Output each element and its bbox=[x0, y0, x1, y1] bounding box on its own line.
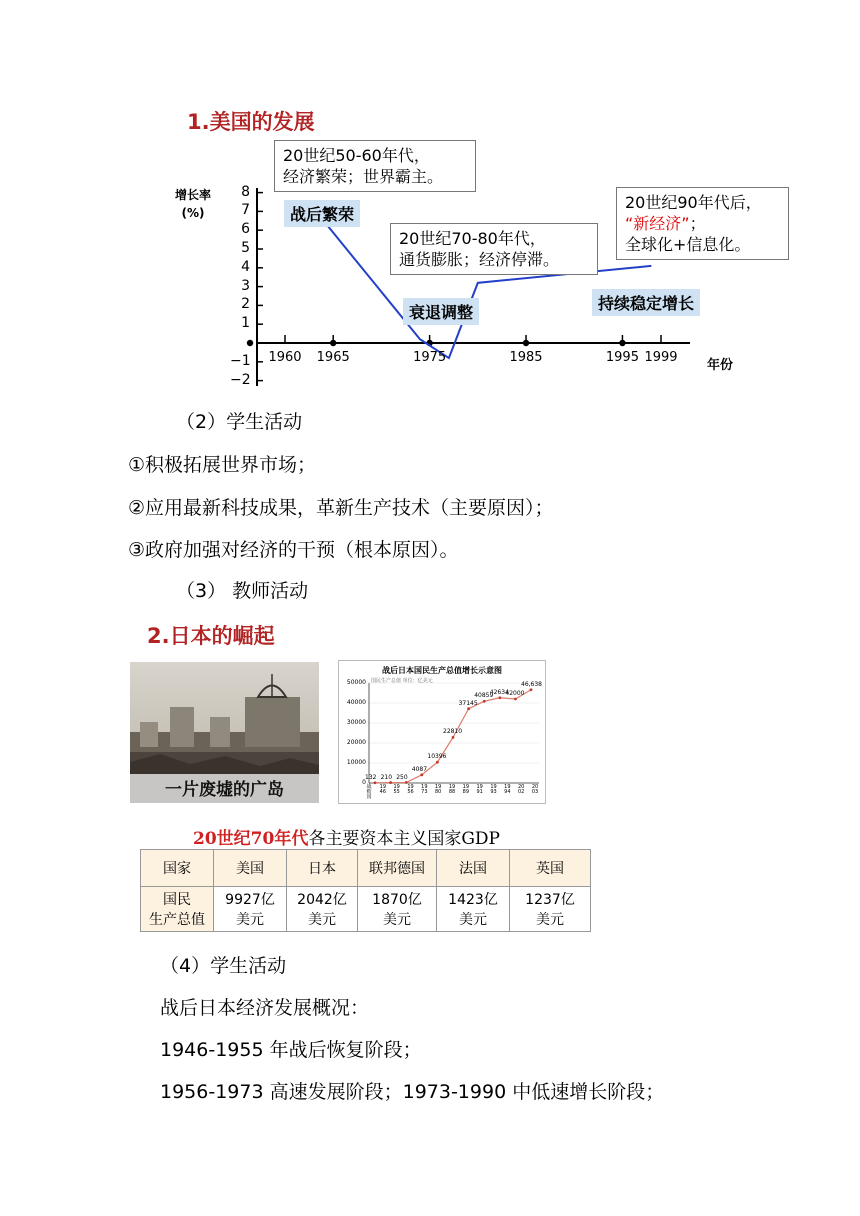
gnp-value-label: 42000 bbox=[505, 690, 525, 697]
gnp-y-tick-label: 0 bbox=[362, 779, 366, 786]
gnp-x-tick-label: 1993 bbox=[490, 784, 497, 795]
x-axis-label: 年份 bbox=[707, 358, 734, 373]
gnp-x-tick-label: 1973 bbox=[421, 784, 428, 795]
gdp-table bbox=[140, 849, 591, 932]
x-tick-label: 1995 bbox=[605, 350, 639, 365]
gnp-y-tick-label: 50000 bbox=[346, 679, 366, 686]
gnp-point bbox=[452, 736, 455, 739]
gdp-table-value-row bbox=[141, 887, 591, 932]
x-tick-label: 1999 bbox=[644, 350, 678, 365]
activity2-item-1: ①积极拓展世界市场； bbox=[128, 454, 317, 476]
gnp-value-label: 132 bbox=[365, 773, 377, 781]
x-tick-label: 1985 bbox=[509, 350, 543, 365]
y-tick-label: 7 bbox=[241, 202, 250, 219]
y-tick-label: 4 bbox=[241, 258, 250, 275]
gdp-header-usa: 美国 bbox=[214, 850, 287, 887]
gdp-value-japan-unit: 美元 bbox=[308, 912, 336, 928]
gnp-value-label: 210 bbox=[380, 773, 393, 781]
gnp-value-label: 4087 bbox=[411, 765, 428, 773]
gnp-point bbox=[498, 696, 501, 699]
activity4-line-3: 1956-1973 高速发展阶段；1973-1990 中低速增长阶段； bbox=[160, 1081, 665, 1103]
gnp-x-tick-label: 2003 bbox=[531, 784, 539, 795]
x-tick-label: 1960 bbox=[268, 350, 302, 365]
annotation-2-line2: 通货膨胀；经济停滞。 bbox=[399, 250, 560, 269]
y-tick-label: 5 bbox=[241, 240, 250, 256]
activity3-heading: （3） 教师活动 bbox=[176, 580, 309, 602]
gdp-header-japan: 日本 bbox=[287, 850, 358, 887]
annotation-3-new-economy: “新经济” bbox=[625, 214, 690, 233]
section-title-usa: 1.美国的发展 bbox=[187, 110, 315, 134]
gdp-value-west-germany bbox=[358, 887, 437, 932]
gnp-x-tick-label: 1946 bbox=[379, 784, 387, 795]
annotation-box-1970s bbox=[390, 223, 598, 275]
gdp-header-france: 法国 bbox=[437, 850, 510, 887]
gnp-value-label: 22810 bbox=[443, 728, 463, 736]
activity2-item-2: ②应用最新科技成果，革新生产技术（主要原因）； bbox=[128, 497, 554, 519]
activity2-heading: （2）学生活动 bbox=[176, 411, 303, 433]
gnp-point bbox=[514, 698, 517, 701]
gnp-value-label: 46,638 bbox=[521, 680, 542, 688]
annotation-1-line2: 经济繁荣；世界霸主。 bbox=[283, 167, 444, 186]
gdp-value-france-num: 1423亿 bbox=[448, 892, 498, 908]
usa-growth-chart bbox=[175, 130, 800, 400]
gnp-chart-title: 战后日本国民生产总值增长示意图 bbox=[382, 666, 502, 675]
gnp-chart-svg bbox=[339, 661, 545, 803]
gdp-value-usa bbox=[214, 887, 287, 932]
x-tick-label: 1975 bbox=[413, 350, 447, 365]
gnp-y-tick-label: 20000 bbox=[346, 739, 366, 746]
gdp-header-country: 国家 bbox=[141, 850, 214, 887]
gdp-row-label-line1: 国民 bbox=[163, 892, 191, 908]
gdp-header-west-germany: 联邦德国 bbox=[358, 850, 437, 887]
gdp-value-uk-unit: 美元 bbox=[536, 912, 564, 928]
gdp-value-france bbox=[437, 887, 510, 932]
gnp-y-tick-label: 30000 bbox=[346, 719, 366, 726]
x-tick-label: 1965 bbox=[316, 350, 350, 365]
gdp-value-japan-num: 2042亿 bbox=[297, 892, 347, 908]
gnp-point bbox=[483, 700, 486, 703]
gdp-caption-text: 各主要资本主义国家GDP bbox=[308, 829, 500, 849]
gnp-value-label: 37145 bbox=[458, 699, 478, 707]
gnp-x-tick-label: 1955 bbox=[393, 784, 400, 795]
annotation-box-1950s bbox=[274, 140, 476, 192]
gnp-point bbox=[530, 688, 533, 691]
gnp-point bbox=[420, 773, 423, 776]
y-tick-label: 1 bbox=[241, 315, 250, 332]
gnp-point bbox=[374, 781, 377, 784]
gnp-value-label: 250 bbox=[396, 773, 408, 781]
gdp-value-west-germany-unit: 美元 bbox=[383, 912, 411, 928]
tag-steady-growth: 持续稳定增长 bbox=[592, 289, 700, 316]
gnp-x-tick-label: 战败国 bbox=[366, 784, 372, 800]
gnp-value-label: 40859 bbox=[474, 692, 494, 700]
gnp-x-tick-label: 2002 bbox=[517, 784, 525, 795]
gdp-value-uk-num: 1237亿 bbox=[525, 892, 575, 908]
gnp-point bbox=[436, 761, 439, 764]
gdp-value-japan bbox=[287, 887, 358, 932]
x-axis-dot bbox=[247, 340, 253, 346]
section-title-japan: 2.日本的崛起 bbox=[147, 624, 275, 648]
gnp-x-tick-label: 1956 bbox=[407, 784, 414, 795]
activity4-line-1: 战后日本经济发展概况： bbox=[160, 997, 370, 1019]
annotation-3-line1: 20世纪90年代后， bbox=[625, 193, 762, 212]
gnp-point bbox=[467, 707, 470, 710]
y-tick-label: 3 bbox=[241, 277, 250, 294]
gdp-value-usa-unit: 美元 bbox=[236, 912, 264, 928]
annotation-1-line1: 20世纪50-60年代， bbox=[283, 146, 430, 165]
activity2-item-3: ③政府加强对经济的干预（根本原因）。 bbox=[128, 539, 459, 561]
y-tick-label: 2 bbox=[241, 296, 250, 313]
gnp-y-tick-label: 40000 bbox=[346, 699, 366, 706]
tag-recession-adjustment: 衰退调整 bbox=[403, 298, 479, 325]
gdp-table-caption bbox=[193, 824, 500, 849]
gdp-row-label bbox=[141, 887, 214, 932]
gnp-chart-subtitle: 国民生产总值 单位：亿美元 bbox=[371, 678, 433, 684]
annotation-2-line1: 20世纪70-80年代， bbox=[399, 229, 546, 248]
gdp-table-header-row bbox=[141, 850, 591, 887]
y-tick-label: −2 bbox=[230, 371, 251, 388]
hiroshima-ruins-photo bbox=[130, 662, 319, 803]
gnp-value-label: 10396 bbox=[427, 753, 447, 761]
gdp-row-label-line2: 生产总值 bbox=[149, 912, 205, 928]
gnp-x-tick-label: 1991 bbox=[476, 784, 483, 795]
gnp-x-tick-label: 1989 bbox=[462, 784, 470, 795]
y-axis-label: 增长率 (%) bbox=[175, 188, 212, 220]
gnp-x-tick-label: 1994 bbox=[504, 784, 511, 795]
y-tick-label: 8 bbox=[241, 183, 250, 200]
y-tick-label: −1 bbox=[230, 352, 251, 369]
gdp-value-uk bbox=[510, 887, 591, 932]
gnp-x-tick-label: 1988 bbox=[448, 784, 456, 795]
activity4-heading: （4）学生活动 bbox=[160, 955, 287, 977]
gnp-x-tick-label: 1980 bbox=[434, 784, 442, 795]
photo-caption: 一片废墟的广岛 bbox=[165, 780, 284, 800]
japan-gnp-chart bbox=[338, 660, 546, 804]
annotation-3-semicolon: ； bbox=[689, 214, 706, 233]
tag-postwar-prosperity: 战后繁荣 bbox=[284, 200, 360, 227]
activity4-line-2: 1946-1955 年战后恢复阶段； bbox=[160, 1039, 422, 1061]
gnp-point bbox=[389, 781, 392, 784]
gdp-caption-era: 20世纪70年代 bbox=[193, 829, 309, 849]
gdp-value-usa-num: 9927亿 bbox=[225, 892, 275, 908]
gnp-value-label: 42634 bbox=[489, 688, 509, 696]
annotation-3-line3: 全球化+信息化。 bbox=[625, 235, 751, 254]
annotation-box-1990s bbox=[616, 187, 789, 260]
gdp-header-uk: 英国 bbox=[510, 850, 591, 887]
y-tick-label: 6 bbox=[241, 221, 250, 238]
gnp-y-tick-label: 10000 bbox=[346, 759, 366, 766]
gdp-value-france-unit: 美元 bbox=[459, 912, 487, 928]
gdp-value-west-germany-num: 1870亿 bbox=[372, 892, 422, 908]
